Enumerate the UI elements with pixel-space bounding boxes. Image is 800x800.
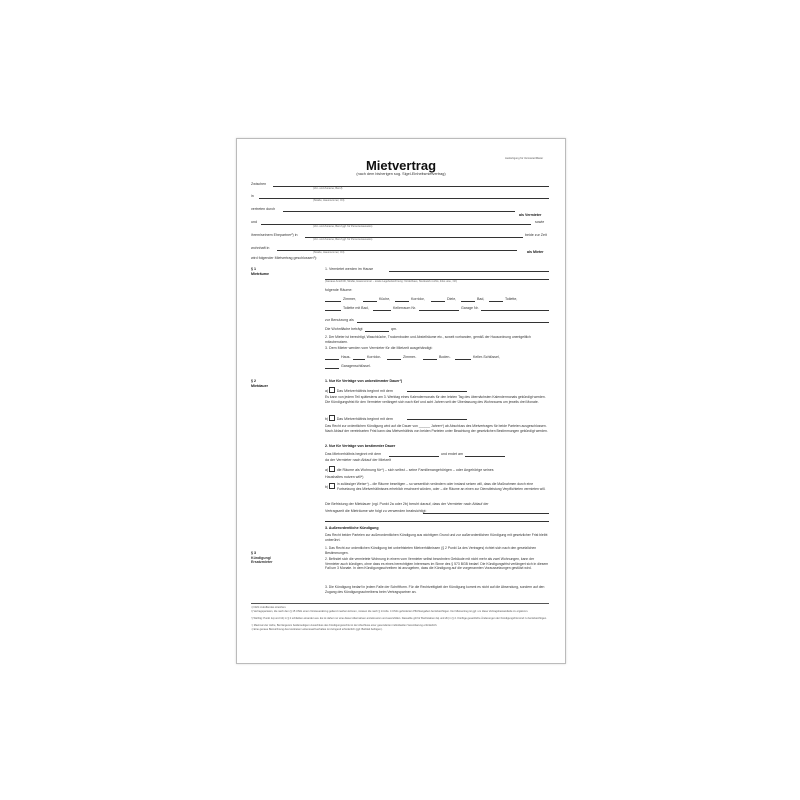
- document-subtitle: (nach dem bisherigen sog. Sigel-Einheitsmietvertrag): [356, 172, 446, 176]
- field-represented-by[interactable]: [283, 211, 515, 212]
- key-boden: Boden-: [439, 355, 451, 359]
- s1-benutzung: zur Benutzung als: [325, 318, 354, 322]
- s1-p2: 2. Der Mieter ist berechtigt, Waschküche, Trockenboden und Abstellräume etc., soweit vorhanden, gemäß der Hausordnung unentgeltlich mitzubenutzen.: [325, 335, 531, 344]
- s2-b2-text: in zulässiger Weise⁴) – die Räume beseitigen – so wesentlich verändern oder instand setzen will, dass die Maßnahmen durch eine Fortsetzung des Mietverhältnisses erheblich erschwert würden, oder – die Räume an einen zur Dienstleistung Verpflichteten vermieten will.: [337, 482, 546, 491]
- hint-name: (Vor- und Zuname, Beruf): [313, 187, 343, 190]
- label-als-vermieter: als Vermieter: [519, 213, 542, 217]
- room-bad: Bad,: [477, 297, 485, 301]
- label-wohnhaft: wohnhaft in: [251, 246, 270, 250]
- s2-b2-letter: b): [325, 484, 329, 489]
- s2-a1-text: Das Mietverhältnis beginnt mit dem: [336, 388, 393, 393]
- room-diele: Diele,: [447, 297, 457, 301]
- field-toilette-bad[interactable]: [325, 310, 341, 311]
- s2-p-a1: Es kann von jedem Teil spätestens am 3. Werktag eines Kalendermonats für den letzten Tag des übernächsten Kalendermonats gekündigt werden. Die Kündigungsfrist für den Vermieter verlängert sich nach fünf und acht Jahren seit der Überlassung des Wohnraums um jeweils drei Monate.: [325, 395, 546, 404]
- s2-2b: da der Vermieter nach Ablauf der Mietzeit: [325, 458, 391, 462]
- s2-h1: 1. Nur für Verträge von unbestimmter Dauer¹): [325, 379, 403, 383]
- room-zimmer: Zimmer,: [343, 297, 356, 301]
- s2-haushalt: Haushaltes nutzen will⁴): [325, 475, 364, 479]
- s2-2a-end: und endet am: [441, 452, 463, 456]
- field-keller-nr[interactable]: [419, 310, 459, 311]
- checkbox-b2[interactable]: [329, 483, 335, 489]
- s1-raeume: folgende Räume:: [325, 288, 353, 292]
- s2-number: § 2: [251, 379, 256, 383]
- s1-p1: 1. Vermietet werden im Hause: [325, 267, 374, 271]
- field-korridor[interactable]: [395, 301, 409, 302]
- field-key-korridor[interactable]: [353, 359, 365, 360]
- rental-contract-page: [236, 138, 566, 664]
- room-korridor: Korridor,: [411, 297, 425, 301]
- s3-heading: Kündigung/ Ersatzmieter: [251, 556, 273, 565]
- field-landlord-address[interactable]: [259, 198, 549, 199]
- s2-befristung: Die Befristung der Mietdauer (vgl. Punkt 2a oder 2b) beruht darauf, dass der Vermieter nach Ablauf der: [325, 502, 489, 506]
- field-toilette[interactable]: [489, 301, 503, 302]
- s2-h2: 2. Nur für Verträge von bestimmter Dauer: [325, 444, 396, 448]
- s3-c2: 2. Befindet sich die vermietete Wohnung in einem vom Vermieter selbst bewohnten Gebäude mit nicht mehr als zwei Wohnungen, kann der Vermieter auch kündigen, ohne dass es eines berechtigten Interesses im Sinne des § 573 BGB bedarf. Die Kündigungsfrist verlängert sich in diesem Fall um 3 Monate. In dem Kündigungsschreiben ist anzugeben, dass die Kündigung auf die vorgenannten Voraussetzungen gestützt wird.: [325, 557, 549, 571]
- s2-b1-text: Das Mietverhältnis beginnt mit dem: [336, 416, 393, 421]
- s1-qm: qm.: [391, 327, 397, 331]
- field-garage-nr[interactable]: [481, 310, 549, 311]
- s3-c1: 1. Das Recht zur ordentlichen Kündigung bei unbefristeten Mietverhältnissen (§ 2 Punkt 1a des Vertrages) richtet sich nach den gesetzlichen Bestimmungen.: [325, 546, 537, 555]
- field-key-zimmer[interactable]: [387, 359, 401, 360]
- checkbox-a1[interactable]: [329, 387, 335, 393]
- field-start-a1[interactable]: [407, 391, 467, 392]
- s2-b1-row: [325, 415, 393, 421]
- s2-a1-row: [325, 387, 393, 393]
- s2-b2-row: [325, 483, 336, 489]
- field-zimmer[interactable]: [325, 301, 341, 302]
- label-vertreten: vertreten durch: [251, 207, 276, 211]
- field-bad[interactable]: [461, 301, 475, 302]
- s1-number: § 1: [251, 267, 256, 271]
- s2-a2-text: die Räume als Wohnung für⁴) – sich selbst – seine Familienangehörigen – oder Angehörige seines: [336, 467, 494, 472]
- s2-vertragszeit: Vertragszeit die Mieträume wie folgt zu verwenden beabsichtigt:: [325, 509, 427, 513]
- s2-b1-letter: b): [325, 416, 329, 421]
- label-zwischen: Zwischen: [251, 182, 267, 186]
- s3-c3: 3. Die Kündigung bedarf in jedem Falle der Schriftform. Für die Rechtzeitigkeit der Kündigung kommt es nicht auf die Absendung, sondern auf den Zugang des Kündigungsschreibens beim Vertragspartner an.: [325, 585, 545, 594]
- footnote-5: ⁵) Eine genaue Bezeichnung des konkreten Lebenssachverhaltes ist zwingend erforderlich (ggf. Beiblatt beifügen).: [251, 628, 383, 631]
- s1-heading: Mieträume: [251, 272, 269, 276]
- s2-heading: Mietdauer: [251, 384, 268, 388]
- s2-2a: Das Mietverhältnis beginnt mit dem: [325, 452, 382, 456]
- hint-address-2: (Straße, Hausnummer, Ort): [313, 251, 345, 254]
- label-beide: beide zur Zeit: [525, 233, 547, 237]
- s3-number: § 3: [251, 551, 256, 555]
- key-zimmer: Zimmer-: [403, 355, 417, 359]
- footnote-separator: [251, 603, 549, 604]
- s2-a2-row: [325, 466, 494, 472]
- field-tenant-name[interactable]: [261, 224, 531, 225]
- s1-hint: (Genaue Anschrift, Straße, Hausnummer – sowie Lagebezeichnung: Vorderhaus, Stockwerk rechts, links usw., Ort): [325, 280, 458, 283]
- s2-p-b1: Das Recht zur ordentlichen Kündigung wird auf die Dauer von ______ Jahren⁶) ab Abschluss des Mietvertrages für beide Parteien ausgeschlossen. Nach Ablauf der vereinbarten Frist kann das Mietverhältnis von beiden Parteien unter Beachtung der gesetzlichen Bestimmungen gekündigt werden.: [325, 424, 548, 433]
- label-geschlossen: wird folgender Mietvertrag geschlossen³):: [251, 256, 317, 260]
- room-toilette: Toilette,: [505, 297, 518, 301]
- s3-heading-extraordinary: 3. Außerordentliche Kündigung: [325, 526, 379, 530]
- s1-p3: 3. Dem Mieter werden vom Vermieter für die Mietzeit ausgehändigt:: [325, 346, 433, 350]
- room-keller: Kellerraum Nr.: [393, 306, 416, 310]
- checkbox-a2[interactable]: [329, 466, 335, 472]
- footnote-1: ¹) Nicht zutreffendes streichen.: [251, 606, 287, 609]
- label-als-mieter: als Mieter: [527, 250, 544, 254]
- checkbox-b1[interactable]: [329, 415, 335, 421]
- hint-name-2: (Vor- und Zuname, Beruf ggf. für Personenausweis): [313, 225, 373, 228]
- document-title: Mietvertrag: [365, 158, 437, 173]
- field-key-haus[interactable]: [325, 359, 339, 360]
- s3-p1: Das Recht beider Parteien zur außerordentlichen Kündigung aus wichtigem Grund und zur außerordentlichen Kündigung mit gesetzlicher Frist bleibt unberührt.: [325, 533, 548, 542]
- room-garage: Garage Nr.: [461, 306, 479, 310]
- field-key-boden[interactable]: [423, 359, 437, 360]
- key-haus: Haus-: [341, 355, 351, 359]
- field-start-2[interactable]: [389, 456, 439, 457]
- field-key-keller[interactable]: [455, 359, 471, 360]
- field-start-b1[interactable]: [407, 419, 467, 420]
- s1-wohnflaeche: Die Wohnfläche beträgt: [325, 327, 363, 331]
- footnote-3: ³) Wichtig: Punkt 1a) und 1b) in § 2 schließen einander aus. Es ist daher nur eine dieser Alternativen anzukreuzen und auszufüllen. Dasselbe gilt für Buchstaben 2a) und 2b) in § 2. Künftige gesetzliche Änderungen der Kündigungsfrist sind zu berücksichtigen.: [251, 617, 547, 620]
- label-ehepartner: ihrem/seinem Ehepartner²) in: [251, 233, 298, 237]
- s2-a1-letter: a): [325, 388, 329, 393]
- s1-garagen: Garagenschlüssel.: [341, 364, 371, 368]
- field-intended-use-2[interactable]: [325, 521, 549, 522]
- footnote-4: ⁴) Maximal vier Jahre, Bei längerem beiderseitigem Ausschluss des Kündigungsrechts ist der Abschluss einer gesonderten individuellen Vereinbarung erforderlich.: [251, 624, 438, 627]
- field-intended-use[interactable]: [423, 513, 549, 514]
- room-toilette-bad: Toilette mit Bad,: [343, 306, 369, 310]
- field-usage[interactable]: [357, 322, 549, 323]
- key-keller: Keller-Schlüssel,: [473, 355, 500, 359]
- label-und: und: [251, 220, 257, 224]
- room-kueche: Küche,: [379, 297, 391, 301]
- field-diele[interactable]: [431, 301, 445, 302]
- hint-address: (Straße, Hausnummer, Ort): [313, 199, 345, 202]
- footnote-2: ²) Vertragsparteien, die nach dem § 15 UStG einen Vorsteuerabzug geltend machen können, müssen die nach § 14 Abs. 4 UStG geforderten Pflichtangaben berücksichtigen. Der Mietvertrag ist ggf. um diese Vertragsbestandteile zu ergänzen.: [251, 610, 529, 613]
- s2-a2-letter: a): [325, 467, 329, 472]
- hint-name-3: (Vor- und Zuname, Beruf ggf. für Personenausweis): [313, 238, 373, 241]
- key-korridor: Korridor-: [367, 355, 381, 359]
- field-kueche[interactable]: [363, 301, 377, 302]
- label-sowie: sowie: [535, 220, 545, 224]
- field-garage-keys[interactable]: [325, 368, 339, 369]
- field-area[interactable]: [365, 331, 389, 332]
- copy-note: Ausfertigung für Vermieter/Mieter: [505, 157, 544, 160]
- field-kellerraum[interactable]: [373, 310, 391, 311]
- label-in: in: [251, 194, 254, 198]
- field-end-2[interactable]: [465, 456, 505, 457]
- field-house[interactable]: [389, 271, 549, 272]
